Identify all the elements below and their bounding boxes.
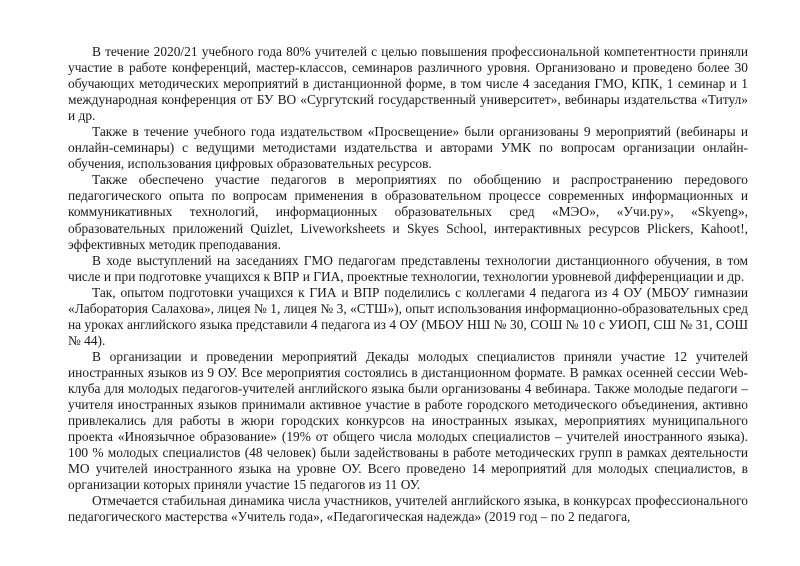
document-page	[68, 44, 748, 525]
paragraph-gia-vpr-experience: Так, опытом подготовки учащихся к ГИА и ВПР поделились с коллегами 4 педагога из 4 ОУ (МБОУ гимназии «Лаборатория Салахова», лицея № 1, лицея № 3, «СТШ»), опыт использования информационно-образовательных сред на уроках английского языка представили 4 педагога из 4 ОУ (МБОУ НШ № 30, СОШ № 10 с УИОП, СШ № 31, СОШ № 44).	[68, 284, 748, 348]
paragraph-experience-sharing: Также обеспечено участие педагогов в мероприятиях по обобщению и распространению передового педагогического опыта по вопросам применения в образовательном процессе современных информационных и коммуникативных технологий, информационных образовательных сред «МЭО», «Учи.ру», «Skyeng», образовательных приложений Quizlet, Liveworksheets и Skyes School, интерактивных ресурсов Plickers, Kahoot!, эффективных методик преподавания.	[68, 172, 748, 252]
paragraph-young-specialists: В организации и проведении мероприятий Декады молодых специалистов приняли участие 12 учителей иностранных языков из 9 ОУ. Все мероприятия состоялись в дистанционном формате. В рамках осенней сессии Web-клуба для молодых педагогов-учителей английского языка были организованы 4 вебинара. Также молодые педагоги – учителя иностранных языков принимали активное участие в работе городского методического объединения, активно привлекались для работы в жюри городских конкурсов на иностранных языках, мероприятиях муниципального проекта «Иноязычное образование» (19% от общего числа молодых специалистов – учителей иностранного языка). 100 % молодых специалистов (48 человек) были задействованы в работе методических групп в рамках деятельности МО учителей иностранного языка на уровне ОУ. Всего проведено 14 мероприятий для молодых специалистов, в организации которых приняли участие 15 педагогов из 11 ОУ.	[68, 348, 748, 493]
paragraph-competition-dynamics: Отмечается стабильная динамика числа участников, учителей английского языка, в конкурсах профессионального педагогического мастерства «Учитель года», «Педагогическая надежда» (2019 год – по 2 педагога,	[68, 493, 748, 525]
paragraph-prosveshchenie-events: Также в течение учебного года издательством «Просвещение» были организованы 9 мероприятий (вебинары и онлайн-семинары) с ведущими методистами издательства и авторами УМК по вопросам организации онлайн-обучения, использования цифровых образовательных ресурсов.	[68, 124, 748, 172]
paragraph-gmo-presentations: В ходе выступлений на заседаниях ГМО педагогам представлены технологии дистанционного обучения, в том числе и при подготовке учащихся к ВПР и ГИА, проектные технологии, технологии уровневой дифференциации и др.	[68, 252, 748, 284]
paragraph-professional-development: В течение 2020/21 учебного года 80% учителей с целью повышения профессиональной компетентности приняли участие в работе конференций, мастер-классов, семинаров различного уровня. Организовано и проведено более 30 обучающих методических мероприятий в дистанционной форме, в том числе 4 заседания ГМО, КПК, 1 семинар и 1 международная конференция от БУ ВО «Сургутский государственный университет», вебинары издательства «Титул» и др.	[68, 44, 748, 124]
